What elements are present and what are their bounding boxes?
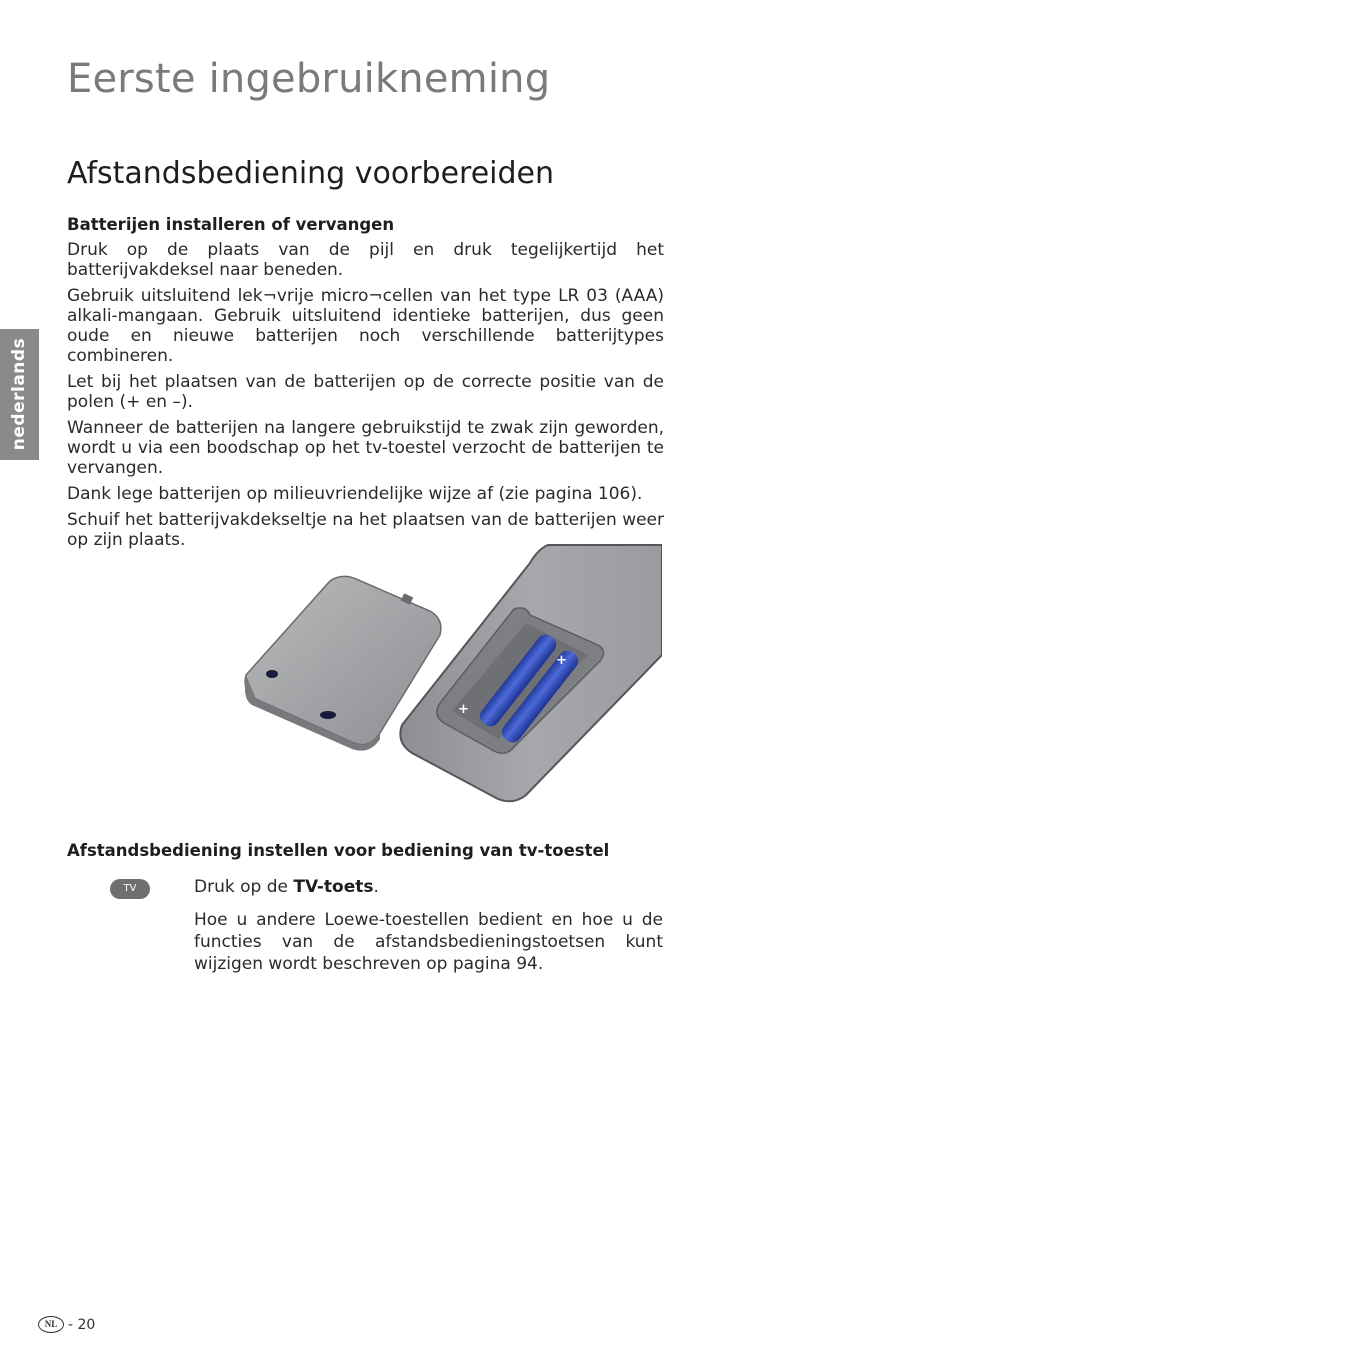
- battery-instructions: [67, 214, 664, 556]
- page-title: Eerste ingebruikneming: [67, 56, 551, 102]
- battery-paragraph-2: Gebruik uitsluitend lek¬vrije micro¬cellen van het type LR 03 (AAA) alkali-mangaan. Gebruik uitsluitend identieke batterijen, dus geen oude en nieuwe batterijen noch verschillende batterijtypes combineren.: [67, 286, 664, 366]
- battery-paragraph-3: Let bij het plaatsen van de batterijen op de correcte positie van de polen (+ en –).: [67, 372, 664, 412]
- tv-button-icon: TV: [110, 879, 150, 899]
- step-suffix: .: [373, 877, 379, 897]
- batteries-heading: Batterijen installeren of vervangen: [67, 215, 395, 234]
- tv-key-name: TV-toets: [293, 877, 374, 897]
- battery-paragraph-1: Druk op de plaats van de pijl en druk tegelijkertijd het batterijvakdeksel naar beneden.: [67, 240, 664, 280]
- step-prefix: Druk op de: [194, 877, 294, 897]
- remote-battery-illustration: [230, 543, 662, 808]
- setup-step: [194, 876, 663, 898]
- battery-paragraph-5: Dank lege batterijen op milieuvriendelijke wijze af (zie pagina 106).: [67, 484, 643, 504]
- page-number: - 20: [68, 1316, 96, 1333]
- battery-paragraph-6: Schuif het batterijvakdekseltje na het plaatsen van de batterijen weer op zijn plaats.: [67, 510, 664, 550]
- nl-language-logo: NL: [38, 1316, 64, 1333]
- section-title: Afstandsbediening voorbereiden: [67, 156, 555, 191]
- svg-text:+: +: [458, 702, 469, 717]
- svg-text:+: +: [556, 653, 567, 668]
- battery-paragraph-4: Wanneer de batterijen na langere gebruikstijd te zwak zijn geworden, wordt u via een boodschap op het tv-toestel verzocht de batterijen te vervangen.: [67, 418, 664, 478]
- setup-heading: Afstandsbediening instellen voor bediening van tv-toestel: [67, 841, 610, 860]
- language-side-tab-label: nederlands: [9, 337, 29, 451]
- setup-note: Hoe u andere Loewe-toestellen bedient en hoe u de functies van de afstandsbedieningstoetsen kunt wijzigen wordt beschreven op pagina 94.: [194, 910, 663, 974]
- page-footer: [38, 1316, 95, 1333]
- setup-steps: [194, 876, 663, 986]
